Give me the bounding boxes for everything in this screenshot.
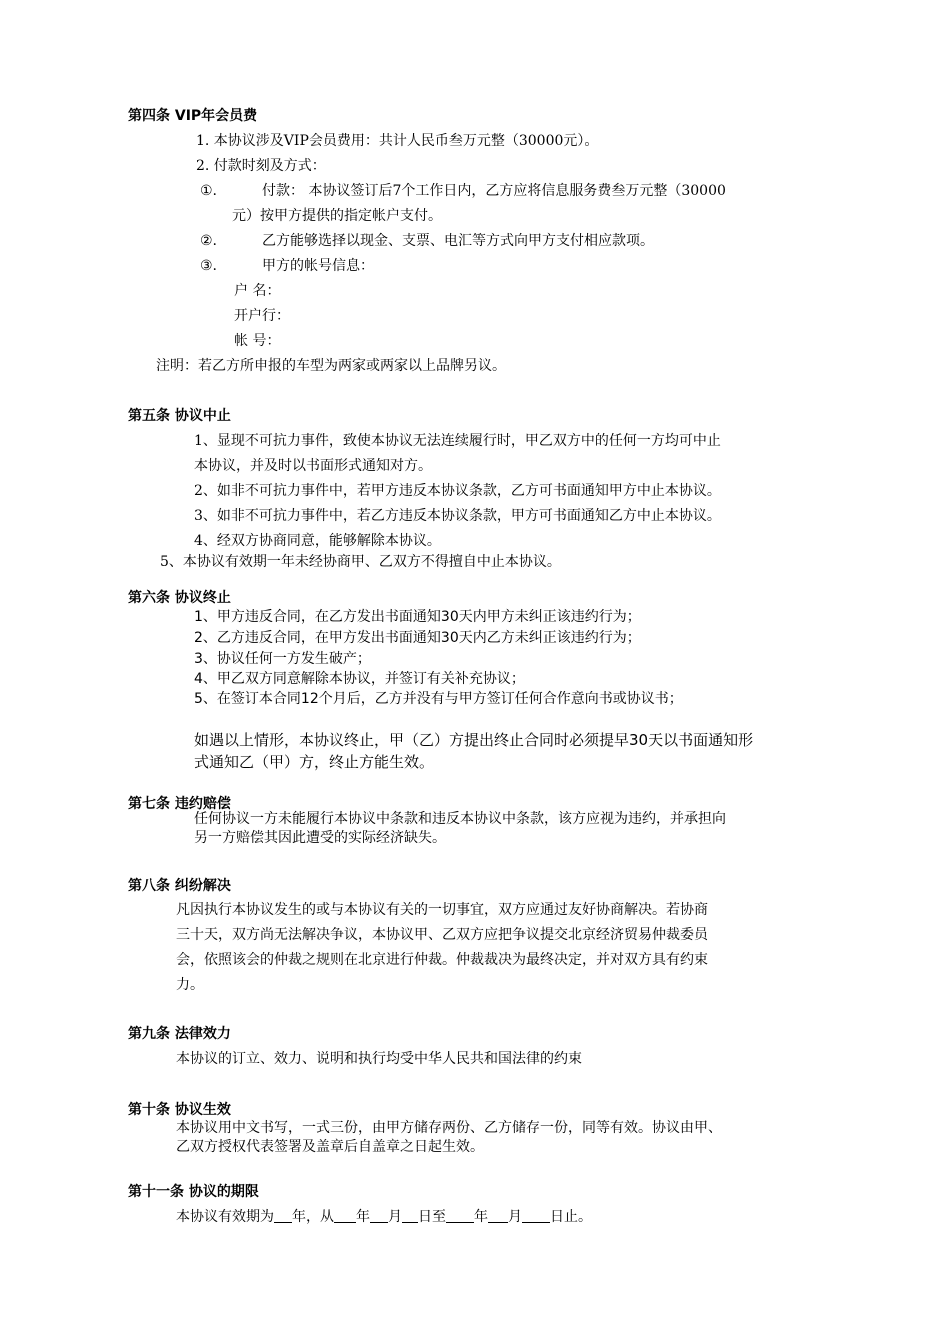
article-5-item-1-line-1: 1、显现不可抗力事件，致使本协议无法连续履行时，甲乙双方中的任何一方均可中止 — [194, 433, 721, 449]
end-month-blank — [488, 1208, 508, 1223]
article-4-heading: 第四条 VIP年会员费 — [128, 108, 258, 124]
term-text-5: 日至 — [418, 1209, 446, 1225]
account-number-label: 帐 号： — [234, 333, 281, 349]
article-4-sub-2-marker: ②. — [200, 233, 218, 249]
article-5-item-5: 5、本协议有效期一年未经协商甲、乙双方不得擅自中止本协议。 — [160, 554, 561, 570]
end-year-blank — [446, 1208, 474, 1223]
article-10-heading: 第十条 协议生效 — [128, 1102, 231, 1118]
account-bank-label: 开户行： — [234, 308, 290, 324]
article-10-line-2: 乙双方授权代表签署及盖章后自盖章之日起生效。 — [176, 1139, 484, 1155]
article-6-item-2: 2、乙方违反合同，在甲方发出书面通知30天内乙方未纠正该违约行为； — [194, 630, 641, 646]
article-4-sub-3-marker: ③. — [200, 258, 218, 274]
article-8-heading: 第八条 纠纷解决 — [128, 878, 231, 894]
account-name-label: 户 名： — [234, 283, 281, 299]
article-4-item-2: 2. 付款时刻及方式： — [196, 158, 326, 174]
start-day-blank — [402, 1208, 418, 1223]
term-text-6: 年 — [474, 1209, 488, 1225]
article-7-line-1: 任何协议一方未能履行本协议中条款和违反本协议中条款，该方应视为违约，并承担向 — [194, 811, 726, 827]
article-4-sub-1-marker: ①. — [200, 183, 218, 199]
article-6-paragraph-line-1: 如遇以上情形，本协议终止，甲（乙）方提出终止合同时必须提早30天以书面通知形 — [194, 731, 754, 749]
term-text-4: 月 — [388, 1209, 402, 1225]
term-years-blank — [274, 1208, 292, 1223]
article-4-sub-1-line-1: 付款： 本协议签订后7个工作日内，乙方应将信息服务费叁万元整（30000 — [262, 183, 726, 199]
article-4-item-1: 1. 本协议涉及VIP会员费用：共计人民币叁万元整（30000元）。 — [196, 133, 599, 149]
article-11-heading: 第十一条 协议的期限 — [128, 1184, 259, 1200]
article-8-line-1: 凡因执行本协议发生的或与本协议有关的一切事宜，双方应通过友好协商解决。若协商 — [176, 902, 708, 918]
article-7-line-2: 另一方赔偿其因此遭受的实际经济缺失。 — [194, 830, 446, 846]
article-4-sub-1-line-2: 元）按甲方提供的指定帐户支付。 — [232, 208, 442, 224]
article-5-item-4: 4、经双方协商同意，能够解除本协议。 — [194, 533, 441, 549]
start-year-blank — [334, 1208, 356, 1223]
article-6-paragraph-line-2: 式通知乙（甲）方，终止方能生效。 — [194, 753, 435, 771]
start-month-blank — [370, 1208, 388, 1223]
article-4-sub-3-text: 甲方的帐号信息： — [262, 258, 374, 274]
term-text-7: 月 — [508, 1209, 522, 1225]
article-7-heading: 第七条 违约赔偿 — [128, 796, 231, 812]
term-text-1: 本协议有效期为 — [176, 1209, 274, 1225]
article-10-line-1: 本协议用中文书写，一式三份，由甲方储存两份、乙方储存一份，同等有效。协议由甲、 — [176, 1120, 722, 1136]
article-4-note: 注明：若乙方所申报的车型为两家或两家以上品牌另议。 — [156, 358, 506, 374]
article-6-item-3: 3、协议任何一方发生破产； — [194, 651, 371, 667]
article-6-item-1: 1、甲方违反合同，在乙方发出书面通知30天内甲方未纠正该违约行为； — [194, 609, 641, 625]
end-day-blank — [522, 1208, 550, 1223]
article-6-item-4: 4、甲乙双方同意解除本协议，并签订有关补充协议； — [194, 671, 525, 687]
article-8-line-3: 会，依照该会的仲裁之规则在北京进行仲裁。仲裁裁决为最终决定，并对双方具有约束 — [176, 952, 708, 968]
article-9-heading: 第九条 法律效力 — [128, 1026, 231, 1042]
article-8-line-4: 力。 — [176, 977, 204, 993]
article-5-item-1-line-2: 本协议，并及时以书面形式通知对方。 — [194, 458, 432, 474]
article-11-term-line — [176, 1206, 592, 1228]
article-6-item-5: 5、在签订本合同12个月后，乙方并没有与甲方签订任何合作意向书或协议书； — [194, 691, 683, 707]
term-text-3: 年 — [356, 1209, 370, 1225]
article-5-item-2: 2、如非不可抗力事件中，若甲方违反本协议条款，乙方可书面通知甲方中止本协议。 — [194, 483, 721, 499]
article-5-heading: 第五条 协议中止 — [128, 408, 231, 424]
article-6-heading: 第六条 协议终止 — [128, 590, 231, 606]
article-4-sub-2-text: 乙方能够选择以现金、支票、电汇等方式向甲方支付相应款项。 — [262, 233, 654, 249]
article-9-line-1: 本协议的订立、效力、说明和执行均受中华人民共和国法律的约束 — [176, 1051, 582, 1067]
term-text-2: 年，从 — [292, 1209, 334, 1225]
article-8-line-2: 三十天，双方尚无法解决争议，本协议甲、乙双方应把争议提交北京经济贸易仲裁委员 — [176, 927, 708, 943]
article-5-item-3: 3、如非不可抗力事件中，若乙方违反本协议条款，甲方可书面通知乙方中止本协议。 — [194, 508, 721, 524]
term-text-8: 日止。 — [550, 1209, 592, 1225]
